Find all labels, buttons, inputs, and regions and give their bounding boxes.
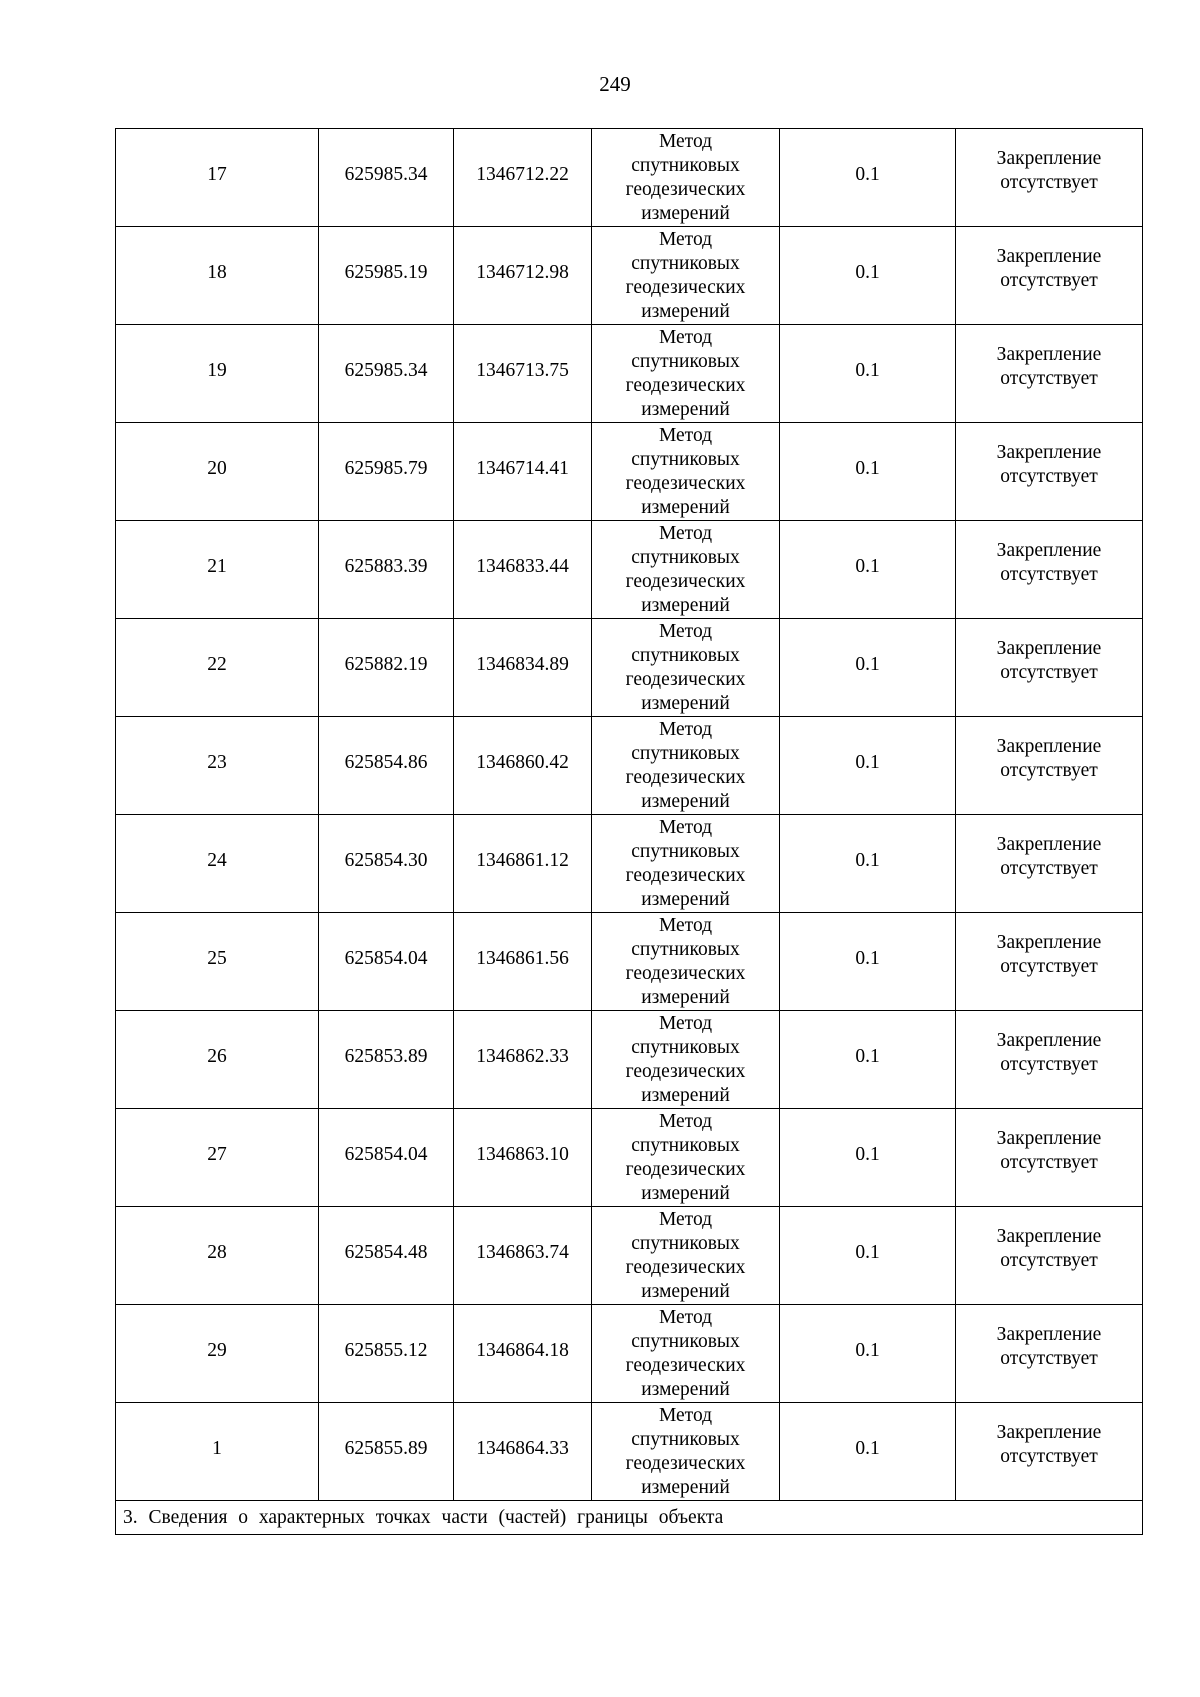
fixation-cell-line: отсутствует [1000, 662, 1098, 683]
method-cell-line: измерений [641, 692, 730, 714]
fixation-cell-line: отсутствует [1000, 368, 1098, 389]
page-number: 249 [599, 72, 631, 96]
method-cell-line: измерений [641, 594, 730, 616]
method-cell [592, 815, 780, 913]
method-cell-line: спутниковых [631, 350, 740, 372]
method-cell-line: измерений [641, 790, 730, 812]
fixation-cell-line: Закрепление [996, 1128, 1102, 1149]
point-number-cell: 26 [116, 1011, 319, 1109]
method-cell-line: спутниковых [631, 1036, 740, 1058]
table-row [116, 1207, 1143, 1305]
table-row [116, 913, 1143, 1011]
method-cell-line: Метод [658, 326, 713, 348]
accuracy-cell: 0.1 [780, 1011, 956, 1109]
x-coordinate-cell: 625985.79 [319, 423, 454, 521]
x-coordinate-cell: 625985.34 [319, 129, 454, 227]
point-number-cell: 25 [116, 913, 319, 1011]
x-coordinate-cell: 625853.89 [319, 1011, 454, 1109]
method-cell-line: измерений [641, 202, 730, 224]
table-row [116, 815, 1143, 913]
method-cell-line: спутниковых [631, 1232, 740, 1254]
fixation-cell-line: Закрепление [996, 932, 1102, 953]
method-cell-line: спутниковых [631, 546, 740, 568]
fixation-cell-line: Закрепление [996, 1422, 1102, 1443]
fixation-cell-line: Закрепление [996, 442, 1102, 463]
method-cell-line: геодезических [625, 276, 746, 298]
method-cell-line: спутниковых [631, 1428, 740, 1450]
table-row [116, 619, 1143, 717]
point-number-cell: 23 [116, 717, 319, 815]
method-cell-line: геодезических [625, 962, 746, 984]
accuracy-cell: 0.1 [780, 1207, 956, 1305]
point-number-cell: 19 [116, 325, 319, 423]
method-cell-line: измерений [641, 888, 730, 910]
x-coordinate-cell: 625854.30 [319, 815, 454, 913]
accuracy-cell: 0.1 [780, 325, 956, 423]
table-row [116, 521, 1143, 619]
method-cell-line: спутниковых [631, 938, 740, 960]
fixation-cell-line: отсутствует [1000, 1054, 1098, 1075]
method-cell-line: геодезических [625, 668, 746, 690]
fixation-cell [956, 913, 1143, 1011]
fixation-cell [956, 325, 1143, 423]
accuracy-cell: 0.1 [780, 521, 956, 619]
fixation-cell [956, 717, 1143, 815]
fixation-cell [956, 227, 1143, 325]
method-cell-line: измерений [641, 1182, 730, 1204]
method-cell-line: спутниковых [631, 742, 740, 764]
method-cell [592, 1403, 780, 1501]
fixation-cell [956, 619, 1143, 717]
fixation-cell [956, 521, 1143, 619]
fixation-cell-line: Закрепление [996, 246, 1102, 267]
x-coordinate-cell: 625855.12 [319, 1305, 454, 1403]
method-cell-line: геодезических [625, 374, 746, 396]
point-number-cell: 29 [116, 1305, 319, 1403]
accuracy-cell: 0.1 [780, 1403, 956, 1501]
fixation-cell-line: отсутствует [1000, 858, 1098, 879]
accuracy-cell: 0.1 [780, 913, 956, 1011]
method-cell-line: геодезических [625, 1158, 746, 1180]
y-coordinate-cell: 1346863.74 [454, 1207, 592, 1305]
point-number-cell: 21 [116, 521, 319, 619]
y-coordinate-cell: 1346864.18 [454, 1305, 592, 1403]
method-cell [592, 1109, 780, 1207]
method-cell-line: спутниковых [631, 154, 740, 176]
method-cell-line: спутниковых [631, 644, 740, 666]
method-cell-line: геодезических [625, 1060, 746, 1082]
x-coordinate-cell: 625985.19 [319, 227, 454, 325]
accuracy-cell: 0.1 [780, 129, 956, 227]
method-cell [592, 521, 780, 619]
method-cell-line: Метод [658, 1208, 713, 1230]
y-coordinate-cell: 1346861.56 [454, 913, 592, 1011]
fixation-cell [956, 1207, 1143, 1305]
method-cell [592, 129, 780, 227]
y-coordinate-cell: 1346713.75 [454, 325, 592, 423]
method-cell-line: геодезических [625, 1354, 746, 1376]
method-cell-line: Метод [658, 424, 713, 446]
method-cell-line: Метод [658, 522, 713, 544]
fixation-cell [956, 423, 1143, 521]
fixation-cell-line: отсутствует [1000, 564, 1098, 585]
method-cell [592, 913, 780, 1011]
method-cell-line: Метод [658, 130, 713, 152]
table-row [116, 423, 1143, 521]
x-coordinate-cell: 625855.89 [319, 1403, 454, 1501]
accuracy-cell: 0.1 [780, 1305, 956, 1403]
point-number-cell: 20 [116, 423, 319, 521]
x-coordinate-cell: 625854.86 [319, 717, 454, 815]
y-coordinate-cell: 1346863.10 [454, 1109, 592, 1207]
table-row [116, 227, 1143, 325]
fixation-cell-line: Закрепление [996, 638, 1102, 659]
fixation-cell-line: Закрепление [996, 1226, 1102, 1247]
fixation-cell-line: отсутствует [1000, 1250, 1098, 1271]
fixation-cell [956, 1403, 1143, 1501]
fixation-cell-line: отсутствует [1000, 466, 1098, 487]
table-row [116, 1011, 1143, 1109]
fixation-cell [956, 129, 1143, 227]
method-cell-line: Метод [658, 620, 713, 642]
method-cell-line: Метод [658, 816, 713, 838]
fixation-cell-line: отсутствует [1000, 1446, 1098, 1467]
x-coordinate-cell: 625854.04 [319, 913, 454, 1011]
point-number-cell: 27 [116, 1109, 319, 1207]
table-row [116, 1305, 1143, 1403]
method-cell-line: спутниковых [631, 840, 740, 862]
method-cell-line: геодезических [625, 1256, 746, 1278]
fixation-cell-line: Закрепление [996, 1324, 1102, 1345]
x-coordinate-cell: 625882.19 [319, 619, 454, 717]
table-row [116, 1109, 1143, 1207]
x-coordinate-cell: 625985.34 [319, 325, 454, 423]
y-coordinate-cell: 1346834.89 [454, 619, 592, 717]
fixation-cell-line: Закрепление [996, 540, 1102, 561]
fixation-cell-line: Закрепление [996, 834, 1102, 855]
method-cell-line: спутниковых [631, 448, 740, 470]
point-number-cell: 28 [116, 1207, 319, 1305]
table-row [116, 129, 1143, 227]
fixation-cell-line: отсутствует [1000, 1152, 1098, 1173]
y-coordinate-cell: 1346860.42 [454, 717, 592, 815]
x-coordinate-cell: 625883.39 [319, 521, 454, 619]
accuracy-cell: 0.1 [780, 1109, 956, 1207]
table-body [116, 129, 1143, 1501]
fixation-cell-line: отсутствует [1000, 270, 1098, 291]
y-coordinate-cell: 1346862.33 [454, 1011, 592, 1109]
y-coordinate-cell: 1346714.41 [454, 423, 592, 521]
fixation-cell [956, 815, 1143, 913]
method-cell-line: измерений [641, 986, 730, 1008]
point-number-cell: 22 [116, 619, 319, 717]
method-cell-line: Метод [658, 914, 713, 936]
method-cell [592, 423, 780, 521]
method-cell-line: геодезических [625, 864, 746, 886]
method-cell-line: геодезических [625, 1452, 746, 1474]
accuracy-cell: 0.1 [780, 227, 956, 325]
method-cell-line: измерений [641, 496, 730, 518]
method-cell [592, 1305, 780, 1403]
accuracy-cell: 0.1 [780, 717, 956, 815]
x-coordinate-cell: 625854.48 [319, 1207, 454, 1305]
method-cell [592, 1011, 780, 1109]
fixation-cell-line: Закрепление [996, 344, 1102, 365]
fixation-cell [956, 1109, 1143, 1207]
method-cell-line: спутниковых [631, 252, 740, 274]
fixation-cell-line: отсутствует [1000, 1348, 1098, 1369]
method-cell-line: измерений [641, 1280, 730, 1302]
table-row [116, 325, 1143, 423]
method-cell-line: измерений [641, 300, 730, 322]
y-coordinate-cell: 1346833.44 [454, 521, 592, 619]
method-cell [592, 325, 780, 423]
point-number-cell: 17 [116, 129, 319, 227]
fixation-cell-line: отсутствует [1000, 172, 1098, 193]
point-number-cell: 1 [116, 1403, 319, 1501]
fixation-cell [956, 1011, 1143, 1109]
section-note-row [116, 1501, 1143, 1535]
method-cell-line: геодезических [625, 766, 746, 788]
accuracy-cell: 0.1 [780, 423, 956, 521]
method-cell-line: измерений [641, 1378, 730, 1400]
method-cell-line: Метод [658, 1404, 713, 1426]
method-cell-line: Метод [658, 1012, 713, 1034]
method-cell [592, 717, 780, 815]
method-cell-line: спутниковых [631, 1134, 740, 1156]
y-coordinate-cell: 1346712.98 [454, 227, 592, 325]
y-coordinate-cell: 1346864.33 [454, 1403, 592, 1501]
method-cell-line: измерений [641, 1476, 730, 1498]
method-cell-line: спутниковых [631, 1330, 740, 1352]
fixation-cell [956, 1305, 1143, 1403]
method-cell-line: измерений [641, 1084, 730, 1106]
x-coordinate-cell: 625854.04 [319, 1109, 454, 1207]
point-number-cell: 18 [116, 227, 319, 325]
method-cell [592, 619, 780, 717]
method-cell [592, 227, 780, 325]
y-coordinate-cell: 1346861.12 [454, 815, 592, 913]
section-note: 3. Сведения о характерных точках части (частей) границы объекта [116, 1501, 1143, 1535]
method-cell [592, 1207, 780, 1305]
method-cell-line: Метод [658, 228, 713, 250]
fixation-cell-line: отсутствует [1000, 760, 1098, 781]
method-cell-line: геодезических [625, 178, 746, 200]
method-cell-line: Метод [658, 718, 713, 740]
table-row [116, 717, 1143, 815]
method-cell-line: измерений [641, 398, 730, 420]
y-coordinate-cell: 1346712.22 [454, 129, 592, 227]
point-number-cell: 24 [116, 815, 319, 913]
table-row [116, 1403, 1143, 1501]
fixation-cell-line: Закрепление [996, 1030, 1102, 1051]
fixation-cell-line: отсутствует [1000, 956, 1098, 977]
accuracy-cell: 0.1 [780, 619, 956, 717]
fixation-cell-line: Закрепление [996, 148, 1102, 169]
method-cell-line: геодезических [625, 472, 746, 494]
method-cell-line: Метод [658, 1306, 713, 1328]
accuracy-cell: 0.1 [780, 815, 956, 913]
method-cell-line: геодезических [625, 570, 746, 592]
method-cell-line: Метод [658, 1110, 713, 1132]
fixation-cell-line: Закрепление [996, 736, 1102, 757]
boundary-points-table [115, 128, 1143, 1535]
